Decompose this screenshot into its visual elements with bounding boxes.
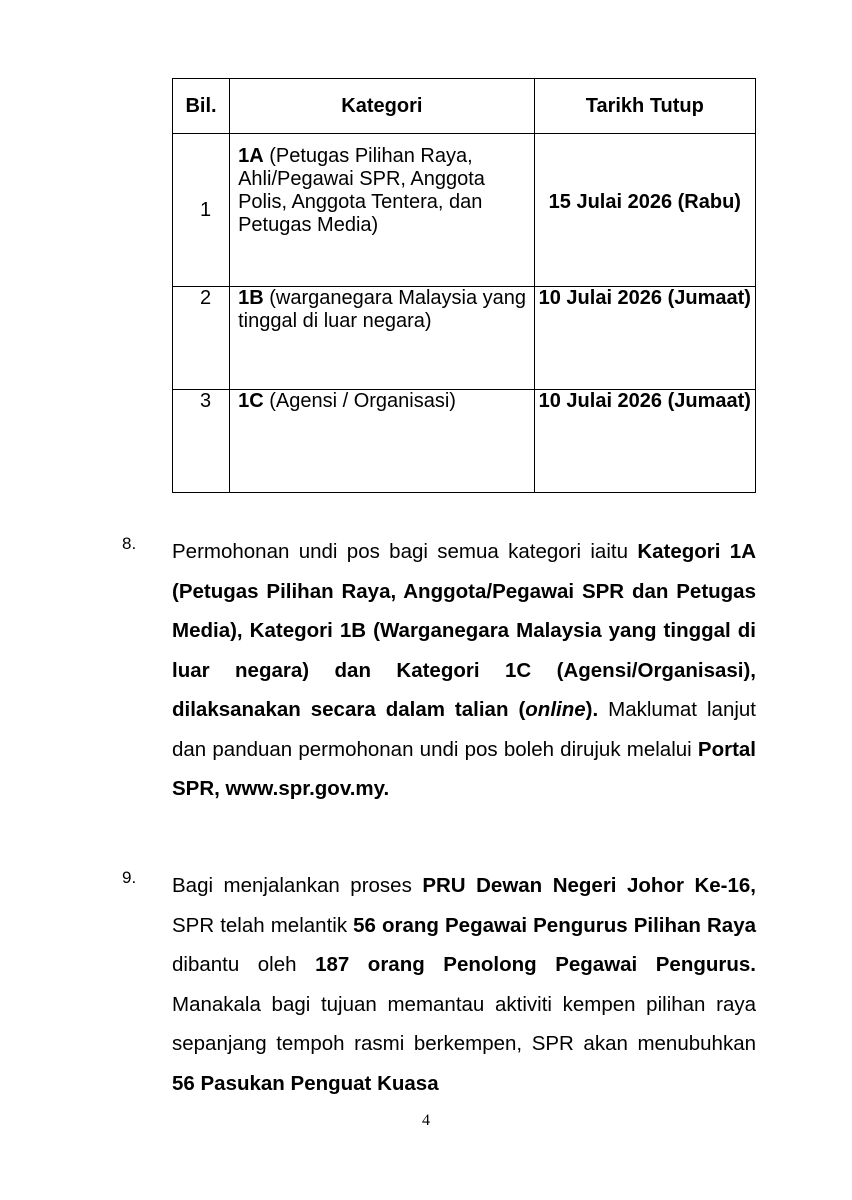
- header-bil: Bil.: [173, 79, 230, 134]
- bold-run: ).: [585, 698, 599, 721]
- text-run: Bagi menjalankan proses: [172, 874, 423, 897]
- table-row: [173, 390, 756, 493]
- category-description: (Agensi / Organisasi): [263, 390, 456, 412]
- category-description: (Petugas Pilihan Raya, Ahli/Pegawai SPR, Anggota Polis, Anggota Tentera, dan Petugas Media): [238, 145, 485, 236]
- table-row: [173, 134, 756, 287]
- closing-date: 10 Julai 2026 (Jumaat): [534, 390, 755, 493]
- text-run: SPR telah melantik: [172, 913, 354, 937]
- text-run: dibantu oleh: [172, 953, 316, 976]
- paragraph-text: [172, 532, 756, 809]
- paragraph-number: 8.: [122, 534, 137, 553]
- category-code: 1A: [238, 145, 264, 167]
- paragraph-9: [122, 866, 756, 1103]
- header-tarikh-tutup: Tarikh Tutup: [534, 79, 755, 134]
- category-cell: [230, 134, 535, 287]
- category-code: 1C: [238, 390, 264, 412]
- category-cell: [230, 287, 535, 390]
- bold-run: Kategori 1A (Petugas Pilihan Raya, Anggota/Pegawai SPR dan Petugas Media), Kategori 1B (Warganegara Malaysia yang tinggal di luar negara) dan Kategori 1C (Agensi/Organisasi), dilaksanakan secara dalam talian (: [172, 540, 756, 721]
- closing-date: 15 Julai 2026 (Rabu): [534, 134, 755, 287]
- header-kategori: Kategori: [230, 79, 535, 134]
- paragraph-text: [172, 866, 756, 1103]
- bold-run: 56 Pasukan Penguat Kuasa: [172, 1071, 439, 1095]
- closing-date: 10 Julai 2026 (Jumaat): [534, 287, 755, 390]
- table-row: [173, 287, 756, 390]
- bold-italic-run: online: [525, 698, 586, 721]
- row-number: 2: [173, 287, 230, 390]
- bold-run: 56 orang Pegawai Pengurus Pilihan Raya: [353, 913, 756, 937]
- bold-run: 187 orang Penolong Pegawai Pengurus.: [315, 953, 757, 976]
- paragraph-8: [122, 532, 756, 809]
- portal-reference: Portal SPR, www.spr.gov.my.: [172, 737, 756, 800]
- category-description: (warganegara Malaysia yang tinggal di luar negara): [238, 287, 527, 332]
- paragraph-number: 9.: [122, 868, 137, 887]
- bold-run: PRU Dewan Negeri Johor Ke-16,: [422, 874, 756, 897]
- row-number: 3: [173, 390, 230, 493]
- table-header-row: [173, 79, 756, 134]
- text-run: Manakala bagi tujuan memantau aktiviti kempen pilihan raya sepanjang tempoh rasmi berkempen, SPR akan menubuhkan: [172, 992, 756, 1055]
- category-code: 1B: [238, 287, 264, 309]
- category-cell: [230, 390, 535, 493]
- text-run: Permohonan undi pos bagi semua kategori iaitu: [172, 540, 638, 563]
- page-number: 4: [422, 1112, 430, 1129]
- text-run: Maklumat lanjut dan panduan permohonan undi pos boleh dirujuk melalui: [172, 698, 756, 761]
- closing-date-table: [172, 78, 756, 493]
- row-number: 1: [173, 134, 230, 287]
